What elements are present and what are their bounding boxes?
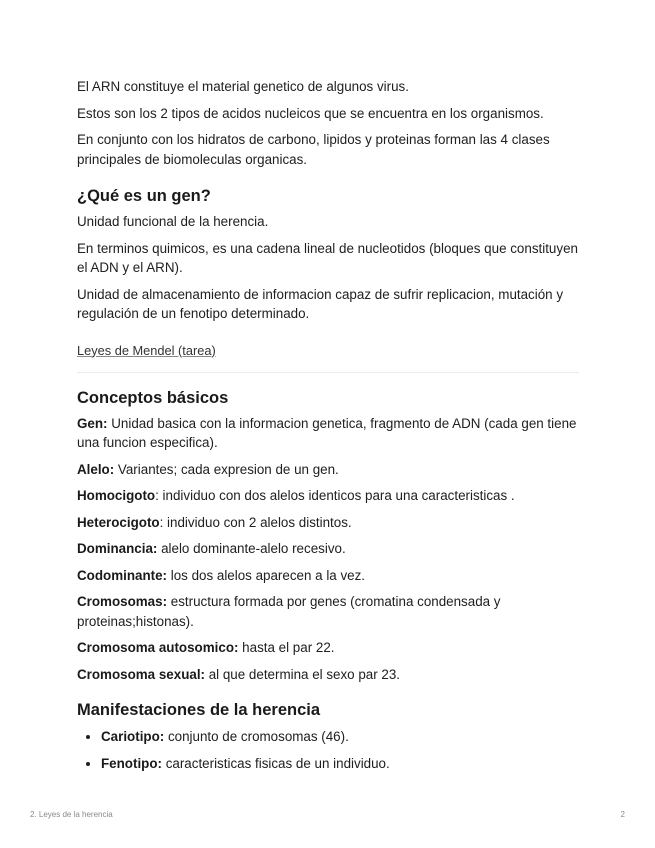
intro-paragraph: Estos son los 2 tipos de acidos nucleicos que se encuentra en los organismos.: [77, 105, 544, 121]
list-item: [101, 754, 579, 774]
footer-title: 2. Leyes de la herencia: [30, 810, 113, 819]
concept-definition: : individuo con dos alelos identicos para una caracteristicas .: [155, 488, 515, 503]
concept-definition: : individuo con 2 alelos distintos.: [159, 514, 352, 530]
concept-term: Cromosomas:: [77, 594, 168, 609]
gen-paragraph: Unidad funcional de la herencia.: [77, 214, 269, 229]
concept-definition: los dos alelos aparecen a la vez.: [167, 567, 366, 583]
concept-item: [77, 665, 579, 685]
list-item-definition: conjunto de cromosomas (46).: [164, 729, 349, 744]
concept-term: Gen:: [77, 415, 108, 431]
list-item-term: Fenotipo:: [101, 755, 162, 771]
concept-definition: estructura formada por genes (cromatina condensada y proteinas;histonas).: [77, 594, 501, 629]
intro-paragraph: El ARN constituye el material genetico de algunos virus.: [77, 79, 409, 94]
document-body: [77, 77, 579, 780]
concept-item: [77, 513, 579, 533]
concept-term: Cromosoma autosomico:: [77, 640, 239, 655]
concept-item: [77, 414, 579, 453]
concept-item: [77, 566, 579, 586]
concept-item: [77, 539, 579, 559]
list-item-term: Cariotipo:: [101, 729, 165, 744]
concept-definition: Variantes; cada expresion de un gen.: [114, 461, 339, 477]
conceptos-heading: Conceptos básicos: [77, 388, 229, 407]
concept-term: Alelo:: [77, 461, 115, 477]
concept-item: [77, 460, 579, 480]
leyes-de-mendel-link[interactable]: Leyes de Mendel (tarea): [77, 342, 216, 358]
list-item-definition: caracteristicas fisicas de un individuo.: [161, 755, 390, 771]
concept-item: [77, 486, 579, 506]
page-number: 2: [620, 810, 625, 819]
concept-definition: Unidad basica con la informacion genetica, fragmento de ADN (cada gen tiene una funcion especifica).: [77, 415, 577, 450]
gen-heading: ¿Qué es un gen?: [77, 187, 211, 205]
concept-term: Heterocigoto: [77, 514, 160, 530]
concept-definition: al que determina el sexo par 23.: [205, 666, 401, 682]
concept-term: Cromosoma sexual:: [77, 666, 205, 682]
concept-definition: hasta el par 22.: [238, 640, 335, 655]
concept-term: Homocigoto: [77, 488, 156, 503]
concept-definition: alelo dominante-alelo recesivo.: [157, 541, 346, 556]
manifestaciones-list: [77, 727, 579, 773]
concept-term: Dominancia:: [77, 541, 158, 556]
gen-paragraph: En terminos quimicos, es una cadena lineal de nucleotidos (bloques que constituyen el ADN y el ARN).: [77, 240, 578, 275]
concept-term: Codominante:: [77, 567, 168, 583]
gen-paragraph: Unidad de almacenamiento de informacion capaz de sufrir replicacion, mutación y regulación de un fenotipo determinado.: [77, 286, 564, 321]
manifestaciones-heading: Manifestaciones de la herencia: [77, 701, 321, 719]
list-item: [101, 727, 579, 747]
intro-paragraph: En conjunto con los hidratos de carbono, lipidos y proteinas forman las 4 clases principales de biomoleculas organicas.: [77, 132, 550, 167]
concept-item: [77, 638, 579, 658]
concept-item: [77, 592, 579, 631]
section-divider: [77, 372, 579, 373]
